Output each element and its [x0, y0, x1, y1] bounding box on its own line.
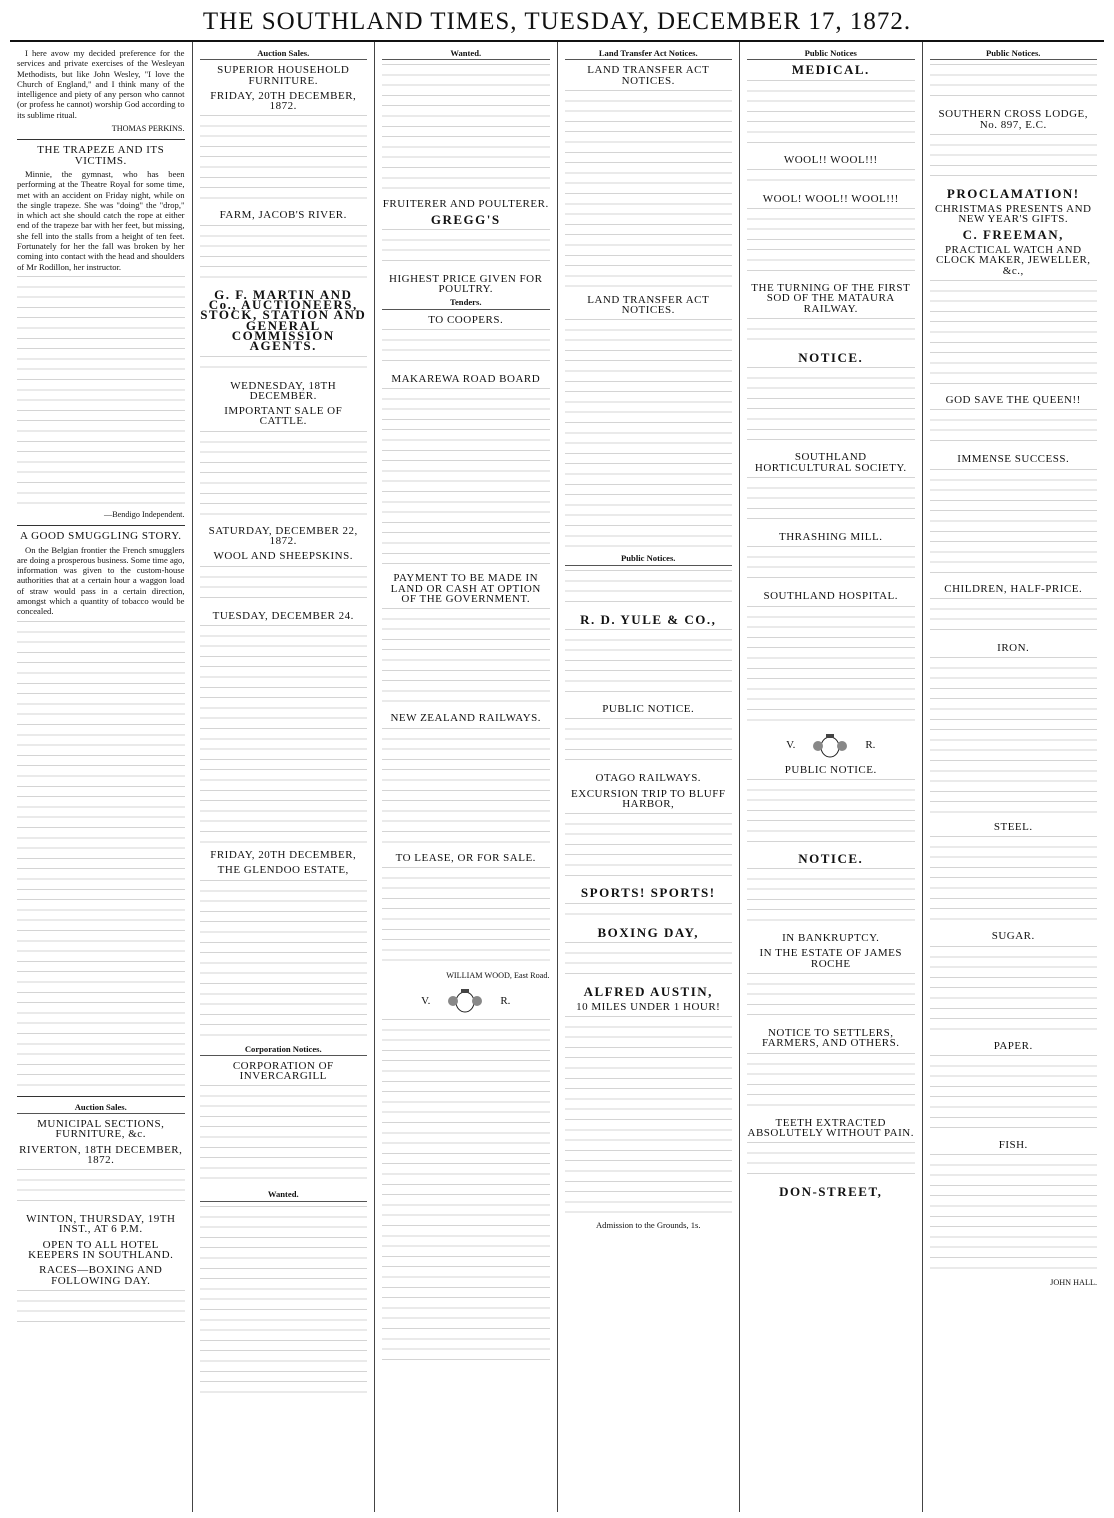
ad-heading: PAPER. — [993, 1039, 1033, 1052]
letter-signature: THOMAS PERKINS. — [111, 124, 185, 134]
column-4 — [558, 42, 741, 1512]
ad-heading: PRACTICAL WATCH AND CLOCK MAKER, JEWELLER, &c., — [935, 244, 1091, 277]
article-body — [17, 621, 185, 1091]
ad-heading: CORPORATION OF INVERCARGILL — [232, 1059, 334, 1083]
ad-heading: IN BANKRUPTCY. — [782, 932, 880, 945]
ad-heading: FISH. — [998, 1139, 1028, 1152]
crest-letter-v: V. — [786, 739, 796, 752]
ad-body — [930, 64, 1098, 104]
ad-body — [747, 1142, 915, 1182]
section-heading: Corporation Notices. — [200, 1044, 368, 1056]
ad-heading: LAND TRANSFER ACT NOTICES. — [587, 293, 710, 317]
ad-body — [930, 280, 1098, 390]
divider — [17, 139, 185, 140]
ad-heading: GREGG'S — [430, 211, 501, 227]
ad-body — [565, 570, 733, 610]
coat-of-arms-icon — [809, 732, 851, 760]
ad-heading: NOTICE TO SETTLERS, FARMERS, AND OTHERS. — [761, 1027, 900, 1050]
ad-heading: BOXING DAY, — [597, 924, 699, 940]
crest-letter-r: R. — [865, 739, 876, 752]
ad-body — [930, 1154, 1098, 1274]
ad-heading: LAND TRANSFER ACT NOTICES. — [587, 64, 710, 87]
ad-body — [930, 409, 1098, 449]
column-2 — [193, 42, 376, 1512]
crest-letter-r: R. — [500, 995, 511, 1007]
ad-heading: CHILDREN, HALF-PRICE. — [944, 582, 1083, 595]
ad-body — [565, 813, 733, 883]
article-source: —Bendigo Independent. — [104, 509, 185, 519]
ad-body — [17, 1290, 185, 1330]
ad-signature: WILLIAM WOOD, East Road. — [446, 970, 550, 980]
column-6 — [923, 42, 1105, 1512]
ad-heading: MUNICIPAL SECTIONS, FURNITURE, &c. — [37, 1117, 165, 1141]
ad-heading: TO COOPERS. — [428, 313, 504, 326]
ad-body — [565, 319, 733, 549]
royal-crest — [382, 987, 550, 1015]
ad-heading: SOUTHLAND HOSPITAL. — [763, 590, 898, 603]
ad-heading: RIVERTON, 18TH DECEMBER, 1872. — [19, 1143, 183, 1166]
ad-heading: MEDICAL. — [791, 62, 870, 78]
ad-heading: FRIDAY, 20TH DECEMBER, — [210, 848, 357, 861]
ad-body — [747, 1053, 915, 1113]
ad-heading: WINTON, THURSDAY, 19TH INST., AT 6 P.M. — [26, 1213, 176, 1236]
ad-body — [200, 431, 368, 521]
ad-heading: RACES—BOXING AND FOLLOWING DAY. — [39, 1264, 163, 1287]
ad-heading: G. F. MARTIN AND Co., AUCTIONEERS, STOCK, STATION AND GENERAL COMMISSION AGENTS. — [200, 286, 367, 354]
ad-heading: PUBLIC NOTICE. — [602, 703, 695, 716]
crest-letter-v: V. — [421, 995, 431, 1007]
section-heading: Land Transfer Act Notices. — [565, 48, 733, 60]
coat-of-arms-icon — [444, 987, 486, 1015]
ad-body — [565, 942, 733, 982]
ad-body — [930, 657, 1098, 817]
ad-heading: TUESDAY, DECEMBER 24. — [212, 609, 354, 622]
ad-body — [382, 728, 550, 848]
ad-heading: NOTICE. — [798, 850, 864, 866]
ad-body — [200, 1085, 368, 1185]
ad-heading: FRUITERER AND POULTERER. — [382, 198, 549, 211]
column-3 — [375, 42, 558, 1512]
ad-heading: THE GLENDOO ESTATE, — [217, 864, 349, 877]
ad-heading: WOOL!! WOOL!!! — [783, 153, 878, 166]
article-text: On the Belgian frontier the French smugglers are doing a prosperous business. Some time ago, information was given to the custom-house authorities that at a certain hour a waggon load of straw would pass in a certain direction, amongst which a quantity of tobacco would be concealed. — [17, 544, 185, 617]
ad-signature: JOHN HALL. — [1050, 1278, 1097, 1288]
article-body — [17, 276, 185, 506]
ad-body — [930, 1055, 1098, 1135]
columns — [10, 42, 1104, 1512]
ad-heading: IRON. — [997, 641, 1030, 654]
ad-body — [930, 946, 1098, 1036]
ad-heading: SPORTS! SPORTS! — [580, 885, 716, 901]
ad-heading: WOOL AND SHEEPSKINS. — [213, 550, 353, 563]
ad-heading: THRASHING MILL. — [779, 530, 883, 543]
ad-heading: FARM, JACOB'S RIVER. — [219, 209, 347, 222]
section-heading: Public Notices. — [930, 48, 1098, 60]
ad-body — [747, 606, 915, 726]
ad-body — [200, 356, 368, 376]
ad-body — [930, 469, 1098, 579]
ad-body — [747, 973, 915, 1023]
ad-body — [200, 625, 368, 845]
column-1 — [10, 42, 193, 1512]
ad-body — [747, 477, 915, 527]
column-5 — [740, 42, 923, 1512]
ad-body — [200, 566, 368, 606]
ad-heading: WOOL! WOOL!! WOOL!!! — [762, 192, 899, 205]
section-heading: Public Notices — [747, 48, 915, 60]
ad-heading: WEDNESDAY, 18TH DECEMBER. — [230, 379, 337, 402]
ad-heading: C. FREEMAN, — [962, 226, 1064, 242]
section-heading: Auction Sales. — [200, 48, 368, 60]
ad-body — [200, 225, 368, 285]
ad-body — [747, 546, 915, 586]
ad-body — [565, 629, 733, 699]
ad-body — [565, 718, 733, 768]
ad-heading: NOTICE. — [798, 350, 864, 366]
ad-heading: TEETH EXTRACTED ABSOLUTELY WITHOUT PAIN. — [747, 1116, 914, 1139]
ad-heading: SATURDAY, DECEMBER 22, 1872. — [208, 524, 358, 548]
ad-heading: OTAGO RAILWAYS. — [595, 772, 702, 785]
ad-body — [382, 64, 550, 194]
ad-body — [747, 779, 915, 849]
section-heading: Wanted. — [200, 1189, 368, 1201]
newspaper-page — [10, 0, 1104, 1512]
ad-body — [382, 229, 550, 269]
ad-body — [747, 208, 915, 278]
ad-heading: SOUTHERN CROSS LODGE, No. 897, E.C. — [938, 108, 1089, 131]
ad-body — [930, 134, 1098, 184]
ad-body — [747, 169, 915, 189]
ad-body — [382, 867, 550, 967]
section-heading: Auction Sales. — [17, 1102, 185, 1114]
ad-heading: CHRISTMAS PRESENTS AND NEW YEAR'S GIFTS. — [935, 203, 1092, 226]
ad-heading: IMMENSE SUCCESS. — [957, 453, 1070, 466]
ad-heading: HIGHEST PRICE GIVEN FOR POULTRY. — [389, 272, 543, 296]
ad-body — [200, 1206, 368, 1396]
ad-body — [200, 880, 368, 1040]
ad-heading: THE TURNING OF THE FIRST SOD OF THE MATAURA RAILWAY. — [751, 282, 911, 315]
ad-heading: MAKAREWA ROAD BOARD — [391, 373, 541, 386]
divider — [17, 1096, 185, 1097]
ad-heading: 10 MILES UNDER 1 HOUR! — [576, 1001, 721, 1014]
ad-heading: SUPERIOR HOUSEHOLD FURNITURE. — [217, 64, 350, 87]
ad-body — [17, 1169, 185, 1209]
ad-heading: EXCURSION TRIP TO BLUFF HARBOR, — [571, 787, 726, 810]
article-heading: A GOOD SMUGGLING STORY. — [20, 530, 182, 543]
ad-heading: SOUTHLAND HORTICULTURAL SOCIETY. — [754, 451, 907, 474]
ad-body — [382, 1019, 550, 1369]
ad-heading: PROCLAMATION! — [946, 185, 1080, 201]
ad-heading: STEEL. — [993, 821, 1033, 834]
ad-heading: DON-STREET, — [779, 1184, 883, 1200]
royal-crest — [747, 732, 915, 760]
ad-body — [747, 318, 915, 348]
ad-body — [382, 388, 550, 568]
ad-body — [565, 903, 733, 923]
ad-body — [747, 80, 915, 150]
ad-heading: NEW ZEALAND RAILWAYS. — [390, 712, 542, 725]
ad-body — [930, 598, 1098, 638]
section-heading: Tenders. — [382, 297, 550, 309]
ad-body — [565, 90, 733, 290]
ad-body — [565, 1016, 733, 1216]
ad-heading: ALFRED AUSTIN, — [583, 983, 713, 999]
ad-heading: TO LEASE, OR FOR SALE. — [395, 851, 536, 864]
ad-heading: SUGAR. — [991, 930, 1035, 943]
section-heading: Wanted. — [382, 48, 550, 60]
ad-heading: IMPORTANT SALE OF CATTLE. — [224, 405, 343, 428]
ad-heading: GOD SAVE THE QUEEN!! — [945, 393, 1081, 406]
ad-heading: IN THE ESTATE OF JAMES ROCHE — [759, 947, 903, 970]
letter-text: I here avow my decided preference for the services and private exercises of the Wesleyan Methodists, but like John Wesley, "I love the Church of England," and I think many of the intelligence and piety of any person who cannot (or profess he cannot) worship God according to its sublime ritual. — [17, 48, 185, 120]
ad-body — [382, 608, 550, 708]
article-text: Minnie, the gymnast, who has been performing at the Theatre Royal for some time, met with an accident on Friday night, while on the single trapeze. She was "doing" the "drop," in which act she should catch the rope at either end of the trapeze bar with her feet, but missing, she fell into the stalls from a height of ten feet. Fortunately for her the fall was broken by her coming into contact with the head and shoulders of Mr Rodillon, her instructor. — [17, 168, 185, 272]
divider — [17, 525, 185, 526]
article-heading: THE TRAPEZE AND ITS VICTIMS. — [37, 144, 165, 167]
ad-heading: PAYMENT TO BE MADE IN LAND OR CASH AT OPTION OF THE GOVERNMENT. — [390, 572, 541, 605]
ad-body — [200, 115, 368, 205]
ad-body — [747, 367, 915, 447]
ad-footer: Admission to the Grounds, 1s. — [595, 1220, 701, 1231]
ad-heading: OPEN TO ALL HOTEL KEEPERS IN SOUTHLAND. — [28, 1238, 174, 1261]
ad-heading: R. D. YULE & CO., — [580, 611, 717, 627]
ad-body — [382, 329, 550, 369]
ad-body — [930, 836, 1098, 926]
ad-body — [747, 868, 915, 928]
section-heading: Public Notices. — [565, 553, 733, 565]
ad-heading: FRIDAY, 20TH DECEMBER, 1872. — [210, 89, 357, 113]
masthead: THE SOUTHLAND TIMES, TUESDAY, DECEMBER 17, 1872. — [10, 0, 1104, 42]
ad-heading: PUBLIC NOTICE. — [784, 763, 877, 776]
